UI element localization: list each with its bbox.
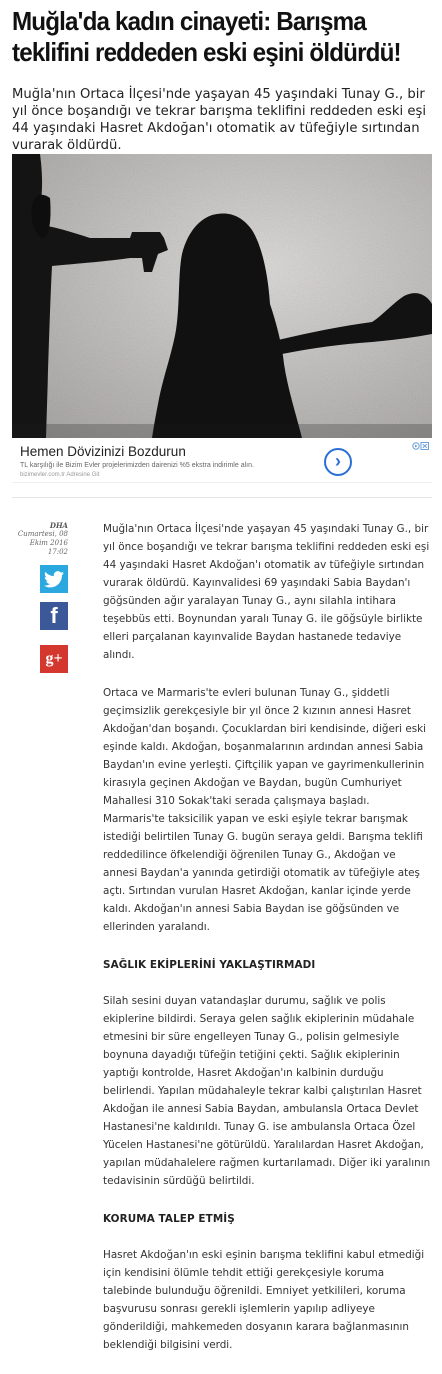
twitter-icon <box>44 571 64 588</box>
gunpoint-shadow-image <box>12 154 432 438</box>
ad-banner[interactable] <box>12 440 432 483</box>
ad-title[interactable]: Hemen Dövizinizi Bozdurun <box>20 444 186 459</box>
section-heading: SAĞLIK EKİPLERİNİ YAKLAŞTIRMADI <box>103 959 316 971</box>
google-plus-share-button[interactable] <box>40 645 68 673</box>
body-paragraph: Muğla'nın Ortaca İlçesi'nde yaşayan 45 yaşındaki Tunay G., bir yıl önce boşandığı ve tekrar barışma teklifini reddeden eski eşi 44 yaşındaki Hasret Akdoğan'ı otomatik av tüfeğiyle sırtından vurarak öldürdü. Kayınvalidesi 69 yaşındaki Sabia Baydan'ı göğsünden ağır yaralayan Tunay G., aynı silahla intihara teşebbüs etti. Boynundan yaralı Tunay G. ile göğsüyle birlikte elleri parçalanan kayınvalide Baydan hastanede tedaviye alındı. <box>103 523 430 661</box>
facebook-icon: f <box>50 603 58 628</box>
publish-time: Ekim 2016 17:02 <box>29 539 68 556</box>
ad-description: TL karşılığı ile Bizim Evler projelerimizden dairenizi %5 ekstra indirimle alın. <box>20 462 254 469</box>
article-body <box>103 520 431 1374</box>
facebook-share-button[interactable] <box>40 602 68 630</box>
news-source: DHA <box>49 521 68 530</box>
section-heading: KORUMA TALEP ETMİŞ <box>103 1213 235 1225</box>
body-paragraph: Hasret Akdoğan'ın eski eşinin barışma teklifini kabul etmediği için kendisini ölümle tehdit ettiği gerekçesiyle koruma talebinde bulunduğu öğrenildi. Emniyet yetkilileri, koruma başvurusu sonrası gerekli işlemlerin yapılıp adliyeye gönderildiği, mahkemeden dosyanın karara bağlanmasının beklendiği bilgisini verdi. <box>103 1249 425 1351</box>
twitter-share-button[interactable] <box>40 565 68 593</box>
content-divider <box>12 497 432 498</box>
byline <box>12 521 68 557</box>
ad-source-link[interactable]: bizimevler.com.tr Adresine Git <box>20 472 100 478</box>
ad-choices-icon[interactable] <box>412 442 430 452</box>
google-plus-icon: g+ <box>45 650 63 667</box>
article-photo <box>12 154 432 438</box>
article-summary: Muğla'nın Ortaca İlçesi'nde yaşayan 45 yaşındaki Tunay G., bir yıl önce boşandığı ve tekrar barışma teklifini reddeden eski eşi 44 yaşındaki Hasret Akdoğan'ı otomatik av tüfeğiyle sırtından vurarak öldürdü. <box>12 87 427 153</box>
body-paragraph: Silah sesini duyan vatandaşlar durumu, sağlık ve polis ekiplerine bildirdi. Seraya gelen sağlık ekiplerinin müdahale etmesini bir süre engelleyen Tunay G., polisin gelmesiyle boynuna dayadığı tüfeğin tetiğini çekti. Sağlık ekiplerinin yaptığı kontrolde, Hasret Akdoğan'ın kalbinin durduğu belirlendi. Yapılan müdahaleyle tekrar kalbi çalıştırılan Hasret Akdoğan ile annesi Sabia Baydan, ambulansla Ortaca Devlet Hastanesi'ne kaldırıldı. Tunay G. ise ambulansla Ortaca Özel Yücelen Hastanesi'ne götürüldü. Yaralılardan Hasret Akdoğan, yapılan müdahalelere rağmen kurtarılamadı. Diğer iki yaralının tedavisinin sürdüğü belirtildi. <box>103 995 431 1187</box>
article-title: Muğla'da kadın cinayeti: Barışma teklifini reddeden eski eşini öldürdü! <box>12 6 401 67</box>
body-paragraph: Ortaca ve Marmaris'te evleri bulunan Tunay G., şiddetli geçimsizlik gerekçesiyle bir yıl önce 2 kızının annesi Hasret Akdoğan'dan boşandı. Çocuklardan biri kendisinde, diğeri eski eşinde kaldı. Akdoğan, boşanmalarının ardından annesi Sabia Baydan'ın evine yerleşti. Çiftçilik yapan ve gayrimenkullerinin kirasıyla geçinen Akdoğan ve Baydan, bugün Cumhuriyet Mahallesi 310 Sokak'taki serada çalışmaya başladı. Marmaris'te taksicilik yapan ve eski eşiyle tekrar barışmak istediği belirtilen Tunay G. bugün seraya geldi. Barışma teklifi reddedilince öfkelendiği öğrenilen Tunay G., Akdoğan ve annesi Baydan'a yanında getirdiği otomatik av tüfeğiyle ateş açtı. Sırtından vurulan Hasret Akdoğan, kanlar içinde yerde kaldı. Akdoğan'ın annesi Sabia Baydan ise göğsünden ve ellerinden yaralandı. <box>103 687 427 933</box>
publish-date: Cumartesi, 08 <box>17 530 68 538</box>
chevron-right-icon[interactable]: › <box>324 448 352 476</box>
